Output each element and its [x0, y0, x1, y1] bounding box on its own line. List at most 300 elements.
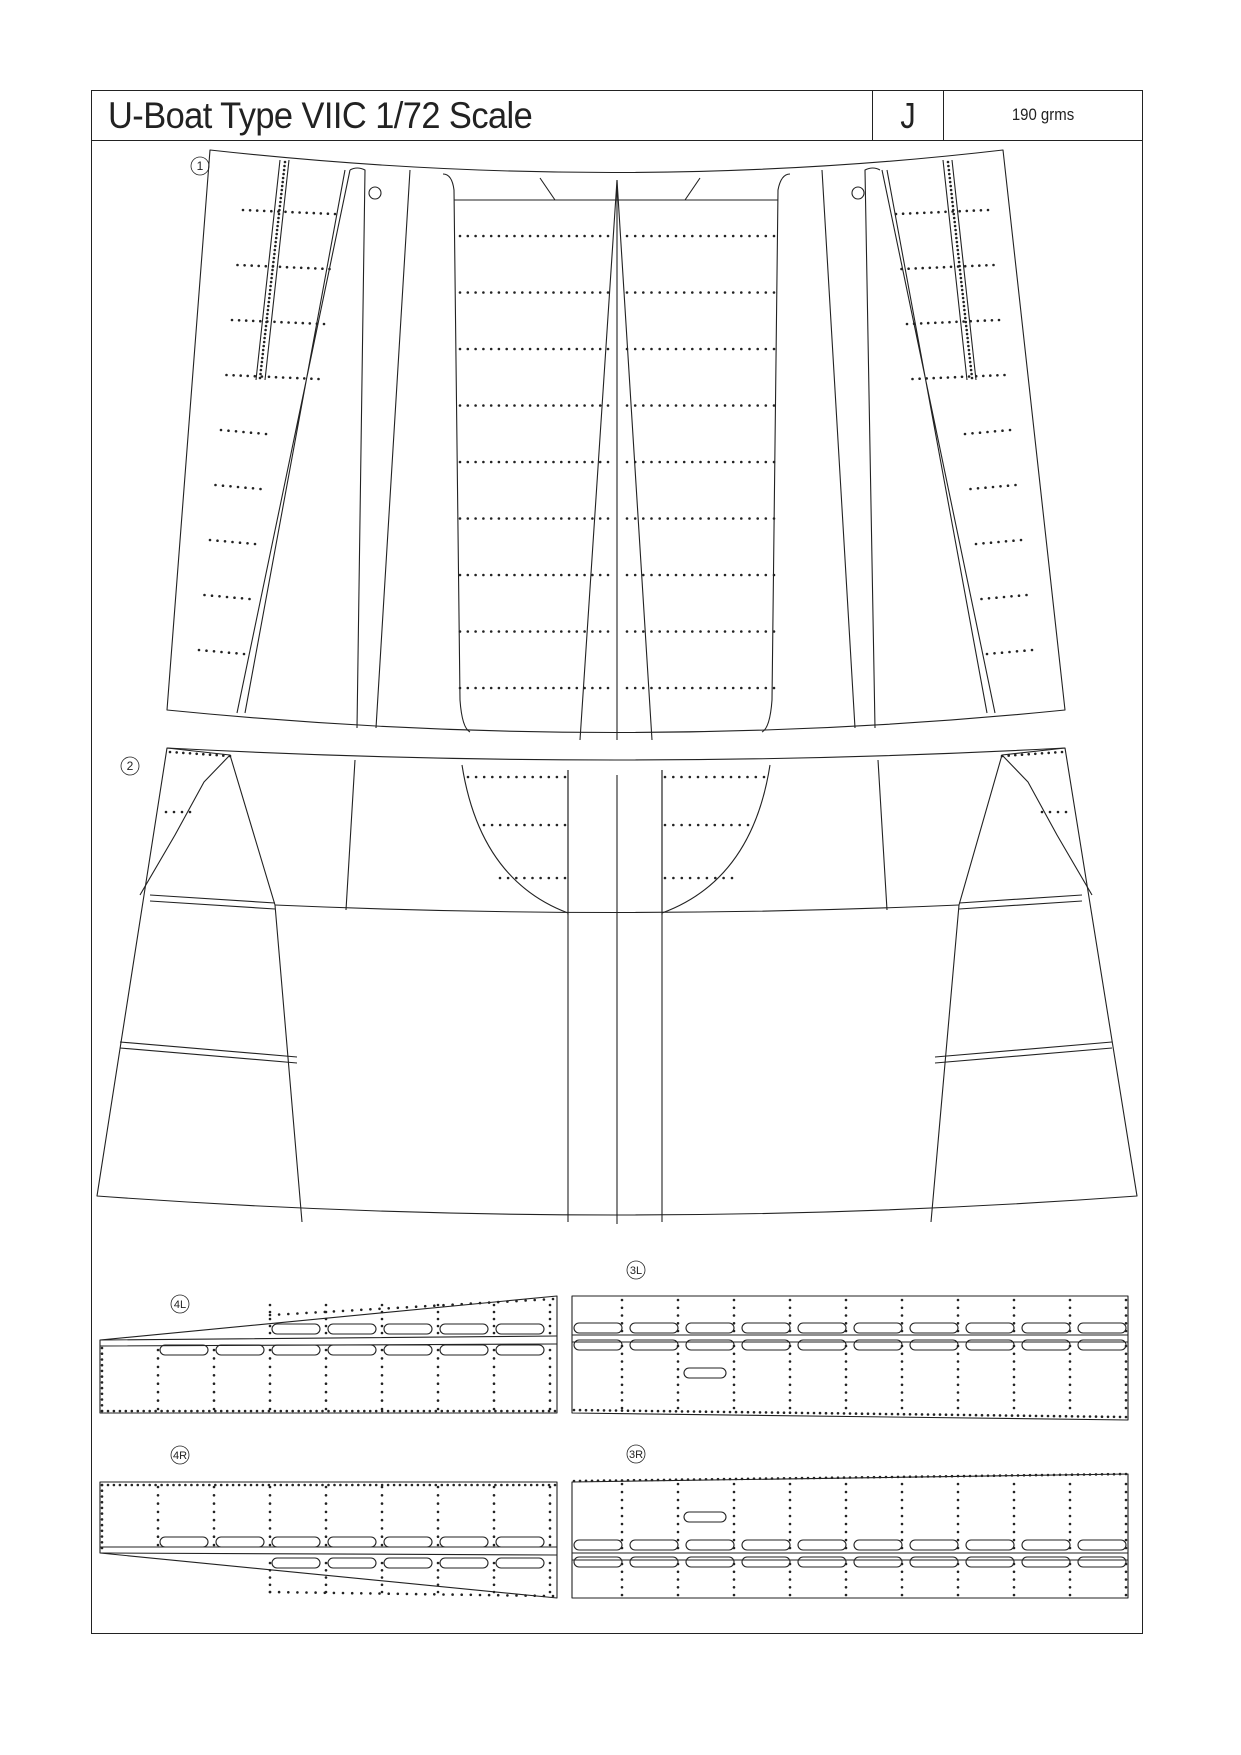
part-2-fin-right — [959, 748, 1092, 905]
part-1-rivet-row — [724, 687, 727, 690]
part-1-rivet-row — [583, 404, 586, 407]
part-1-rivet-row — [529, 517, 532, 520]
part-4R-rivet-bottom — [305, 1591, 308, 1594]
part-1-rivet-row — [467, 517, 470, 520]
part-3R-rivet-column — [789, 1578, 792, 1581]
part-2-rivet-row — [491, 776, 494, 779]
part-3L-rivet-column — [621, 1299, 624, 1302]
part-3L-rivet-column — [845, 1314, 848, 1317]
part-1-rivet-row — [634, 348, 637, 351]
part-3L-rivet-bottom — [1119, 1416, 1122, 1419]
part-4L-rivet-bottom — [333, 1410, 336, 1413]
part-3R-rivet-top — [771, 1477, 774, 1480]
part-4R-rivet-top — [178, 1484, 181, 1487]
part-1-rivet-row — [537, 687, 540, 690]
part-4R-rivet-column — [325, 1576, 328, 1579]
part-3R-rivet-top — [783, 1477, 786, 1480]
part-1-rivet-row — [576, 517, 579, 520]
part-4R-rivet-top — [244, 1484, 247, 1487]
part-2-rivet-row — [680, 776, 683, 779]
part-1-rivet-row-right — [1014, 484, 1017, 487]
part-3L-rivet-column — [1069, 1307, 1072, 1310]
part-4L-rivet-column — [549, 1357, 552, 1360]
part-1-rivet-row-left — [313, 212, 316, 215]
part-3L-rivet-bottom — [651, 1410, 654, 1413]
part-2-rivet-row — [531, 824, 534, 827]
part-3R-slot — [798, 1540, 846, 1550]
part-4L-rivet-column — [157, 1382, 160, 1385]
part-3R-rivet-column — [1069, 1586, 1072, 1589]
part-3L-rivet-column — [1069, 1391, 1072, 1394]
part-3L-rivet-column — [789, 1368, 792, 1371]
part-2-rivet-row — [681, 877, 684, 880]
part-4R-rivet-column — [437, 1486, 440, 1489]
part-3L-rivet-column — [733, 1384, 736, 1387]
part-1-rivet-row — [650, 630, 653, 633]
part-2-center-strip — [568, 770, 662, 1224]
part-4R-rivet-column — [381, 1511, 384, 1514]
part-4R-rivet-top — [119, 1484, 122, 1487]
part-3L-rivet-bottom — [705, 1410, 708, 1413]
part-1-rivet-row — [756, 291, 759, 294]
part-1-rivet-row — [576, 348, 579, 351]
part-4L-rivet-bottom — [393, 1410, 396, 1413]
part-4R-rivet-bottom — [378, 1592, 381, 1595]
part-1-ladder-dots-left — [273, 257, 276, 260]
part-1-ladder-dots-left — [270, 277, 273, 280]
part-4L-rivet-bottom — [345, 1410, 348, 1413]
part-1-rivet-row-right — [994, 430, 997, 433]
part-4R-rivet-column — [549, 1494, 552, 1497]
part-1-ladder-dots-left — [281, 189, 284, 192]
part-3R-rivet-column — [1013, 1483, 1016, 1486]
part-4L-rivet-column — [213, 1382, 216, 1385]
part-1-rivet-row — [544, 687, 547, 690]
part-1-rivet-row — [765, 235, 768, 238]
part-4L-rivet-bottom — [184, 1410, 187, 1413]
part-3L-rivet-column — [957, 1322, 960, 1325]
part-1-ladder-dots-left — [265, 321, 268, 324]
part-1-rivet-row — [498, 348, 501, 351]
part-1-ladder-dots-right — [955, 233, 958, 236]
part-4R-rivet-column — [437, 1562, 440, 1565]
part-1-rivet-row — [607, 574, 610, 577]
part-1-rivet-row — [474, 461, 477, 464]
part-3L-rivet-bottom — [909, 1413, 912, 1416]
part-4L-rivet-column — [549, 1366, 552, 1369]
part-4R-rivet-top — [125, 1484, 128, 1487]
part-1-rivet-row — [521, 630, 524, 633]
part-3R-rivet-column — [1125, 1491, 1128, 1494]
part-4L-rivet-bottom — [232, 1410, 235, 1413]
part-2-rivet-row — [556, 824, 559, 827]
part-4L-rivet-column — [325, 1311, 328, 1314]
part-2-rivet-row — [491, 824, 494, 827]
part-3L-rivet-column — [957, 1391, 960, 1394]
part-1-rivet-row — [667, 235, 670, 238]
part-1-rivet-row — [505, 348, 508, 351]
part-1-rivet-row-right — [969, 320, 972, 323]
part-1-rivet-row-right — [936, 266, 939, 269]
part-4L-rivet-bottom — [297, 1410, 300, 1413]
part-1-rivet-row — [707, 517, 710, 520]
part-3L-rivet-column — [621, 1376, 624, 1379]
part-3L-rivet-column — [621, 1399, 624, 1402]
part-4L-rivet-column — [437, 1399, 440, 1402]
part-4R-rivet-column — [157, 1486, 160, 1489]
part-1-rivet-row — [691, 687, 694, 690]
part-3R-rivet-top — [1125, 1473, 1128, 1476]
part-3R-rivet-column — [845, 1523, 848, 1526]
part-1-rivet-row — [675, 687, 678, 690]
part-4L-rivet-column — [493, 1349, 496, 1352]
part-1-rivet-row-right — [989, 374, 992, 377]
part-1-rivet-row — [459, 630, 462, 633]
part-1-rivet-row — [583, 291, 586, 294]
part-3L-rivet-column — [1069, 1299, 1072, 1302]
part-1-ladder-dots-right — [953, 213, 956, 216]
part-1-rivet-row — [490, 461, 493, 464]
part-1-rivet-row-left — [246, 542, 249, 545]
part-3R-slot — [1022, 1557, 1070, 1567]
part-1-rivet-row-right — [969, 488, 972, 491]
part-4L-rivet-top — [451, 1303, 454, 1306]
part-1-rivet-row-left — [245, 319, 248, 322]
part-1-rivet-row-right — [977, 320, 980, 323]
part-3L-rivet-bottom — [873, 1413, 876, 1416]
part-1-rivet-row — [467, 348, 470, 351]
part-2-rivet-row — [515, 824, 518, 827]
part-2-rivet-row — [689, 877, 692, 880]
part-3R-rivet-column — [733, 1578, 736, 1581]
sheet-title: U-Boat Type VIIC 1/72 Scale — [108, 95, 533, 136]
part-2-rivet-row — [499, 877, 502, 880]
part-4R-rivet-column — [269, 1576, 272, 1579]
part-1-ladder-dots-right — [968, 349, 971, 352]
part-1-rivet-row — [576, 461, 579, 464]
part-3R-rivet-top — [1071, 1473, 1074, 1476]
part-1-rivet-row-left — [321, 267, 324, 270]
part-4R-rivet-bottom — [497, 1594, 500, 1597]
part-4R-rivet-column — [325, 1544, 328, 1547]
part-4L-rivet-edge — [101, 1364, 104, 1367]
part-1-ladder-dots-left — [263, 337, 266, 340]
part-1-ladder-dots-left — [270, 281, 273, 284]
part-2-strake-right — [935, 895, 1112, 1063]
part-4R-rivet-column — [325, 1486, 328, 1489]
part-4L-rivet-column — [493, 1382, 496, 1385]
part-4L-rivet-bottom — [446, 1410, 449, 1413]
part-3R-rivet-top — [777, 1477, 780, 1480]
part-1-rivet-row — [537, 404, 540, 407]
part-3L-rivet-bottom — [849, 1412, 852, 1415]
part-4L-rivet-bottom — [303, 1410, 306, 1413]
part-2-rivet-row — [705, 776, 708, 779]
part-2-rivet-edge-right — [1041, 752, 1044, 755]
part-3R-rivet-top — [819, 1477, 822, 1480]
part-4L-rivet-bottom — [142, 1410, 145, 1413]
part-4R-rivet-column — [493, 1502, 496, 1505]
part-4L-rivet-bottom — [166, 1410, 169, 1413]
part-1-rivet-row — [599, 461, 602, 464]
part-3R-rivet-top — [735, 1478, 738, 1481]
part-3R-rivet-top — [1011, 1474, 1014, 1477]
part-4L-rivet-column — [325, 1408, 328, 1411]
part-4R-rivet-top — [303, 1484, 306, 1487]
part-4R-rivet-top — [113, 1484, 116, 1487]
part-3R-rivet-column — [1125, 1578, 1128, 1581]
part-1-rivet-row — [513, 291, 516, 294]
part-1-rivet-row — [583, 461, 586, 464]
part-3R-rivet-column — [1013, 1578, 1016, 1581]
part-3L-rivet-bottom — [1017, 1414, 1020, 1417]
part-1-rivet-row — [513, 404, 516, 407]
part-4R-rivet-top — [470, 1484, 473, 1487]
part-3L-rivet-column — [733, 1307, 736, 1310]
part-1-rivet-row — [529, 291, 532, 294]
part-1-rivet-row — [634, 235, 637, 238]
part-4L-rivet-column — [269, 1366, 272, 1369]
part-4R-slot — [496, 1537, 544, 1547]
part-2-rivet-row — [539, 824, 542, 827]
part-1-rivet-row — [576, 235, 579, 238]
part-1-ladder-dots-left — [281, 181, 284, 184]
part-1-rivet-row — [544, 461, 547, 464]
part-1-rivet-row — [513, 235, 516, 238]
part-3R-rivet-top — [675, 1478, 678, 1481]
part-4L-rivet-bottom — [286, 1410, 289, 1413]
part-1-rivet-row — [667, 687, 670, 690]
part-1-rivet-row — [482, 235, 485, 238]
part-3R-rivet-column — [901, 1483, 904, 1486]
part-1-rivet-row — [740, 235, 743, 238]
part-1-rivet-row — [765, 291, 768, 294]
part-4L-rivet-column — [549, 1304, 552, 1307]
part-1-rivet-row-right — [975, 543, 978, 546]
part-4R-rivet-column — [437, 1576, 440, 1579]
part-1-rivet-row — [591, 291, 594, 294]
part-1-ladder-dots-right — [959, 269, 962, 272]
part-1-rivet-row — [683, 687, 686, 690]
part-3L-rivet-column — [957, 1299, 960, 1302]
part-1-rivet-row-right — [920, 322, 923, 325]
part-1-rivet-row — [699, 461, 702, 464]
part-1-ladder-dots-right — [962, 301, 965, 304]
part-2-rivet-row — [483, 776, 486, 779]
part-3R-rivet-top — [663, 1479, 666, 1482]
part-1-rivet-row-right — [925, 377, 928, 380]
part-3R-rivet-column — [901, 1571, 904, 1574]
part-2-fin-left — [140, 748, 275, 905]
part-1-rivet-row-right — [980, 209, 983, 212]
part-3R-rivet-top — [717, 1478, 720, 1481]
part-1-rivet-row — [756, 235, 759, 238]
part-1-rivet-row-left — [225, 374, 228, 377]
part-4L-rivet-column — [213, 1357, 216, 1360]
part-1-rivet-row — [765, 461, 768, 464]
part-1-rivet-row — [576, 687, 579, 690]
part-1-rivet-row-left — [216, 539, 219, 542]
part-4R-rivet-column — [325, 1494, 328, 1497]
part-3R-rivet-column — [733, 1594, 736, 1597]
part-4L-rivet-top — [543, 1298, 546, 1301]
part-3R-rivet-column — [789, 1571, 792, 1574]
part-3L-label: 3L — [629, 1265, 643, 1277]
part-3R-rivet-top — [573, 1480, 576, 1483]
part-3L-slot — [574, 1323, 622, 1333]
part-1-ladder-dots-left — [283, 169, 286, 172]
part-2-rivet-row — [515, 776, 518, 779]
part-3L-rivet-bottom — [1059, 1415, 1062, 1418]
part-1-rivet-row — [716, 291, 719, 294]
part-4L-rivet-top — [488, 1301, 491, 1304]
part-3L-rivet-bottom — [645, 1410, 648, 1413]
part-1-rivet-row — [513, 574, 516, 577]
part-2-rivet-row — [499, 776, 502, 779]
part-1-ladder-dots-left — [282, 177, 285, 180]
part-1-rivet-row — [732, 404, 735, 407]
part-1-rivet-row-right — [1031, 649, 1034, 652]
part-1-rivet-row — [474, 235, 477, 238]
part-1-rivet-row — [474, 630, 477, 633]
part-1-rivet-row — [467, 574, 470, 577]
part-3R-rivet-column — [1069, 1483, 1072, 1486]
part-4L-rivet-top — [470, 1302, 473, 1305]
part-4L-rivet-bottom — [131, 1410, 134, 1413]
part-4L-rivet-top — [415, 1305, 418, 1308]
part-3R-rivet-top — [897, 1476, 900, 1479]
part-1-rivet-row — [474, 291, 477, 294]
part-3R-rivet-top — [933, 1475, 936, 1478]
part-1-ladder-dots-left — [269, 289, 272, 292]
part-1-rivet-row — [474, 687, 477, 690]
part-3R-rivet-top — [999, 1474, 1002, 1477]
part-3L-rivet-bottom — [699, 1410, 702, 1413]
part-4R-rivet-column — [381, 1544, 384, 1547]
part-1-rivet-row-left — [238, 319, 241, 322]
part-3R-rivet-column — [677, 1515, 680, 1518]
part-2-rivet-left — [181, 811, 184, 814]
part-3L-rivet-bottom — [1047, 1415, 1050, 1418]
part-4L-rivet-column — [437, 1318, 440, 1321]
part-4L-rivet-bottom — [256, 1410, 259, 1413]
part-3L-rivet-bottom — [591, 1409, 594, 1412]
part-4L-rivet-bottom — [506, 1410, 509, 1413]
part-1-rivet-row-right — [982, 542, 985, 545]
part-4R-rivet-edge — [101, 1547, 104, 1550]
part-4R-rivet-top — [327, 1484, 330, 1487]
part-1-rivet-row — [583, 687, 586, 690]
part-3L-rivet-column — [677, 1376, 680, 1379]
part-1-rivet-row — [748, 404, 751, 407]
part-1-ladder-dots-left — [283, 165, 286, 168]
part-1-rivet-row — [650, 687, 653, 690]
part-3L-rivet-bottom — [939, 1413, 942, 1416]
part-1-rivet-row-left — [309, 322, 312, 325]
part-3L-rivet-column — [1069, 1353, 1072, 1356]
part-1-rivet-row — [591, 235, 594, 238]
part-1-rivet-row — [650, 574, 653, 577]
part-3R-slot — [798, 1557, 846, 1567]
part-3R-rivet-top — [753, 1477, 756, 1480]
part-4R-rivet-top — [166, 1484, 169, 1487]
part-1-ladder-dots-right — [961, 285, 964, 288]
part-3R-rivet-column — [677, 1531, 680, 1534]
part-3L-rivet-bottom — [753, 1411, 756, 1414]
part-1-rivet-row — [740, 348, 743, 351]
part-1-rivet-row-right — [1001, 651, 1004, 654]
part-3R-rivet-column — [845, 1539, 848, 1542]
part-4L-rivet-bottom — [542, 1410, 545, 1413]
part-4L-rivet-column — [437, 1349, 440, 1352]
part-1-rivet-row — [658, 630, 661, 633]
part-3R — [572, 1474, 1128, 1598]
part-1-rivet-row-right — [980, 598, 983, 601]
part-3R-rivet-top — [1077, 1473, 1080, 1476]
part-1-ladder-dots-left — [267, 305, 270, 308]
part-4L-rivet-column — [325, 1318, 328, 1321]
part-3L-rivet-column — [621, 1384, 624, 1387]
part-3R-rivet-top — [1113, 1473, 1116, 1476]
part-3L-rivet-column — [957, 1314, 960, 1317]
part-1-rivet-row-right — [1003, 596, 1006, 599]
part-1-rivet-row — [707, 291, 710, 294]
part-3R-rivet-top — [813, 1477, 816, 1480]
part-1-rivet-row — [529, 404, 532, 407]
part-4R-rivet-column — [213, 1511, 216, 1514]
part-1-rivet-row-left — [250, 264, 253, 267]
part-4R-rivet-column — [269, 1527, 272, 1530]
part-4L-rivet-bottom — [399, 1410, 402, 1413]
part-2-rivet-row — [697, 776, 700, 779]
part-1-rivet-row — [732, 348, 735, 351]
part-1-rivet-row — [756, 574, 759, 577]
part-1-rivet-row — [498, 574, 501, 577]
part-4L-label: 4L — [173, 1299, 187, 1311]
part-1-rivet-row — [568, 687, 571, 690]
part-3L-rivet-column — [1125, 1353, 1128, 1356]
part-3R-rivet-column — [1069, 1594, 1072, 1597]
part-3L-rivet-bottom — [597, 1409, 600, 1412]
part-1-rivet-row-right — [930, 211, 933, 214]
part-1-rivet-row — [634, 404, 637, 407]
part-3L-rivet-bottom — [915, 1413, 918, 1416]
part-1-rivet-row — [521, 291, 524, 294]
part-4L-rivet-bottom — [291, 1410, 294, 1413]
part-1-rivet-row-right — [962, 320, 965, 323]
part-3L-rivet-column — [677, 1384, 680, 1387]
part-1-rivet-row-left — [198, 649, 201, 652]
part-3L-rivet-column — [957, 1360, 960, 1363]
part-2-rivet-row — [730, 776, 733, 779]
part-2-rivet-row — [523, 776, 526, 779]
part-1-rivet-row — [707, 630, 710, 633]
part-4R-rivet-column — [549, 1535, 552, 1538]
part-1-rivet-row — [724, 235, 727, 238]
part-3R-rivet-top — [585, 1480, 588, 1483]
part-3L-rivet-column — [621, 1407, 624, 1410]
part-1-rivet-row — [505, 404, 508, 407]
part-2-rivet-edge-right — [1047, 752, 1050, 755]
part-3R-rivet-top — [1065, 1474, 1068, 1477]
part-1-rivet-row-left — [203, 594, 206, 597]
part-3R-rivet-top — [1035, 1474, 1038, 1477]
part-1-rivet-row — [568, 235, 571, 238]
part-4L-rivet-column — [213, 1399, 216, 1402]
part-4R-rivet-top — [345, 1484, 348, 1487]
part-4L-rivet-bottom — [309, 1410, 312, 1413]
part-4L-rivet-column — [213, 1366, 216, 1369]
